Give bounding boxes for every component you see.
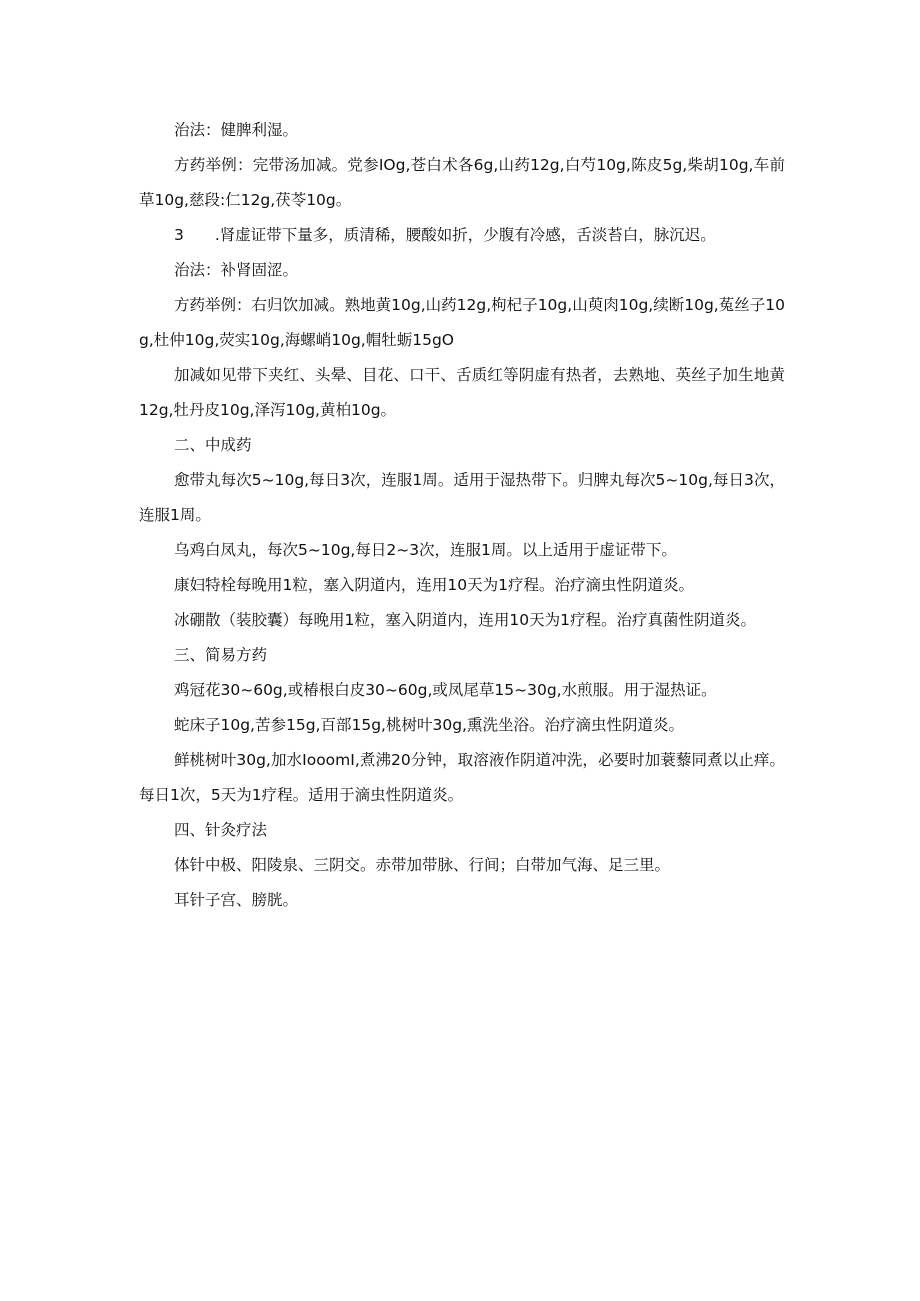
simple-remedy-paragraph-2: 蛇床子10g,苦参15g,百部15g,桃树叶30g,熏洗坐浴。治疗滴虫性阴道炎。	[174, 716, 684, 734]
treatment-method-1: 治法：健脾利湿。	[174, 121, 299, 139]
simple-remedy-paragraph-1: 鸡冠花30~60g,或椿根白皮30~60g,或凤尾草15~30g,水煎服。用于湿热证。	[174, 681, 717, 699]
prescription-example-1: 方药举例：完带汤加减。党参IOg,苍白术各6g,山药12g,白芍10g,陈皮5g,柴胡10g,车前草10g,慈段:仁12g,茯苓10g。	[139, 156, 785, 209]
prescription-example-2: 方药举例：右归饮加减。熟地黄10g,山药12g,枸杞子10g,山萸肉10g,续断10g,菟丝子10g,杜仲10g,荧实10g,海螺峭10g,帽牡蛎15gO	[139, 296, 785, 349]
modification-paragraph: 加减如见带下夹红、头晕、目花、口干、舌质红等阴虚有热者，去熟地、英丝子加生地黄12g,牡丹皮10g,泽泻10g,黄柏10g。	[139, 366, 785, 419]
patent-medicine-paragraph-4: 冰硼散（装胶囊）每晚用1粒，塞入阴道内，连用10天为1疗程。治疗真菌性阴道炎。	[174, 611, 756, 629]
patent-medicine-paragraph-1: 愈带丸每次5~10g,每日3次，连服1周。适用于湿热带下。归脾丸每次5~10g,每日3次，连服1周。	[139, 471, 785, 524]
section-heading-patent-medicine: 二、中成药	[174, 436, 252, 454]
acupuncture-ear-needle: 耳针子宫、膀胱。	[174, 891, 299, 909]
section-heading-acupuncture: 四、针灸疗法	[174, 821, 268, 839]
treatment-method-2: 治法：补肾固涩。	[174, 261, 299, 279]
kidney-deficiency-item: 3 .肾虚证带下量多，质清稀，腰酸如折，少腹有冷感，舌淡苔白，脉沉迟。	[174, 226, 716, 244]
simple-remedy-paragraph-3: 鲜桃树叶30g,加水IooomI,煮沸20分钟，取溶液作阴道冲洗，必要时加蓑藜同煮以止痒。每日1次，5天为1疗程。适用于滴虫性阴道炎。	[139, 751, 785, 804]
section-heading-simple-remedies: 三、简易方药	[174, 646, 268, 664]
document-page	[139, 113, 785, 918]
acupuncture-body-needle: 体针中极、阳陵泉、三阴交。赤带加带脉、行间；白带加气海、足三里。	[174, 856, 671, 874]
patent-medicine-paragraph-3: 康妇特栓每晚用1粒，塞入阴道内，连用10天为1疗程。治疗滴虫性阴道炎。	[174, 576, 694, 594]
patent-medicine-paragraph-2: 乌鸡白凤丸，每次5~10g,每日2~3次，连服1周。以上适用于虚证带下。	[174, 541, 677, 559]
